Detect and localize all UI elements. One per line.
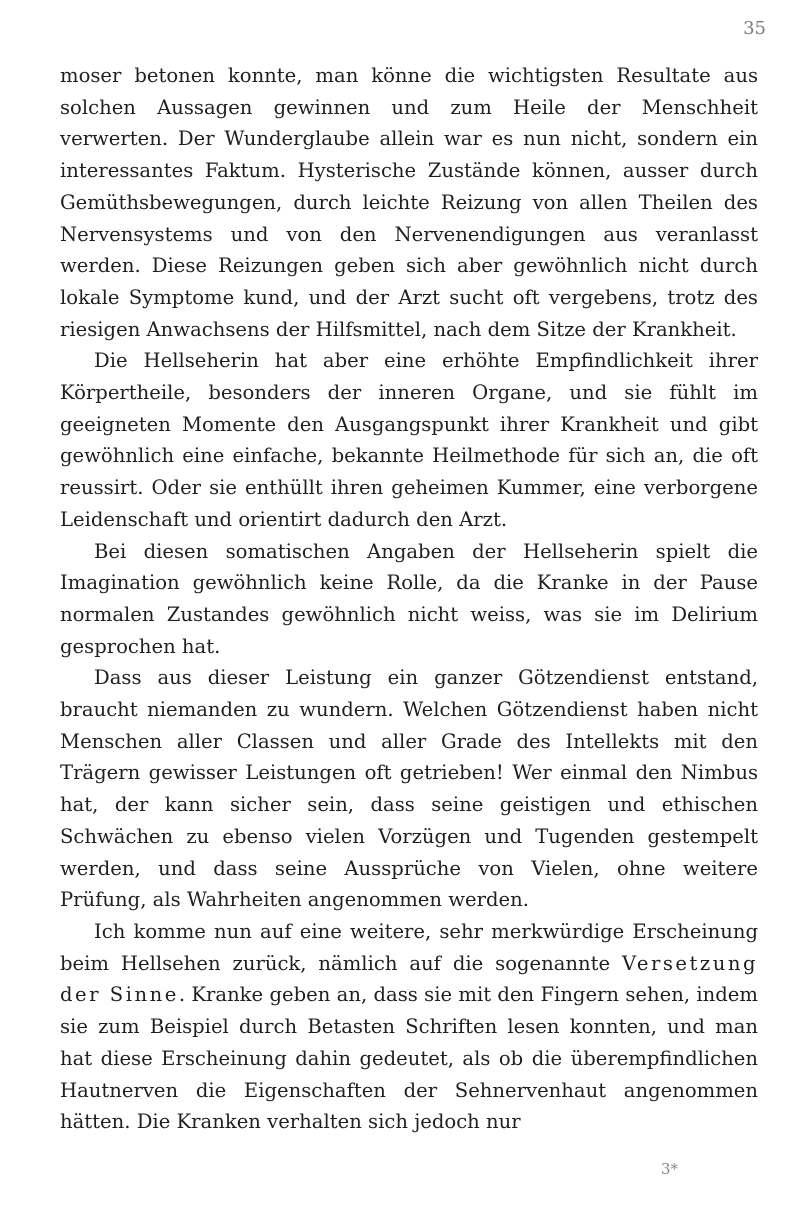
spaced-term: Versetzung der Sinne xyxy=(60,951,758,1007)
page-number: 35 xyxy=(743,18,766,39)
paragraph-1: moser betonen konnte, man könne die wichtigsten Resultate aus solchen Aussagen gewinnen und zum Heile der Menschheit verwerten. Der Wunderglaube allein war es nun nicht, sondern ein interessantes Faktum. Hysterische Zustände können, ausser durch Gemüthsbewegungen, durch leichte Reizung von allen Theilen des Nervensystems und von den Nervenendigungen aus veranlasst werden. Diese Reizungen geben sich aber gewöhnlich nicht durch lokale Symptome kund, und der Arzt sucht oft vergebens, trotz des riesigen Anwachsens der Hilfsmittel, nach dem Sitze der Krankheit. xyxy=(60,64,758,341)
book-page xyxy=(48,0,768,1207)
paragraph-2: Die Hellseherin hat aber eine erhöhte Empfindlichkeit ihrer Körpertheile, besonders der inneren Organe, und sie fühlt im geeigneten Momente den Ausgangspunkt ihrer Krankheit und gibt gewöhnlich eine einfache, bekannte Heilmethode für sich an, die oft reussirt. Oder sie enthüllt ihren geheimen Kummer, eine verborgene Leidenschaft und orientirt dadurch den Arzt. xyxy=(60,349,758,531)
paragraph-3: Bei diesen somatischen Angaben der Hellseherin spielt die Imagination gewöhnlich keine Rolle, da die Kranke in der Pause normalen Zustandes gewöhnlich nicht weiss, was sie im Delirium gesprochen hat. xyxy=(60,539,758,658)
paragraph-5 xyxy=(60,916,758,1138)
signature-mark: 3* xyxy=(660,1160,678,1178)
paragraph-4: Dass aus dieser Leistung ein ganzer Götzendienst entstand, braucht niemanden zu wundern. Welchen Götzendienst haben nicht Menschen aller Classen und aller Grade des Intellekts mit den Trägern gewisser Leistungen oft getrieben! Wer einmal den Nimbus hat, der kann sicher sein, dass seine geistigen und ethischen Schwächen zu ebenso vielen Vorzügen und Tugenden gestempelt werden, und dass seine Aussprüche von Vielen, ohne weitere Prüfung, als Wahrheiten angenommen werden. xyxy=(60,666,758,912)
body-text xyxy=(60,60,758,1138)
paragraph-5-start: Ich komme nun auf eine weitere, sehr merkwürdige Erscheinung beim Hellsehen zurück, nämlich auf die sogenannte xyxy=(60,919,758,975)
paragraph-5-end: . Kranke geben an, dass sie mit den Fingern sehen, indem sie zum Beispiel durch Betasten Schriften lesen konnten, und man hat diese Erscheinung dahin gedeutet, als ob die überempfindlichen Hautnerven die Eigenschaften der Sehnervenhaut angenommen hätten. Die Kranken verhalten sich jedoch nur xyxy=(60,983,758,1134)
